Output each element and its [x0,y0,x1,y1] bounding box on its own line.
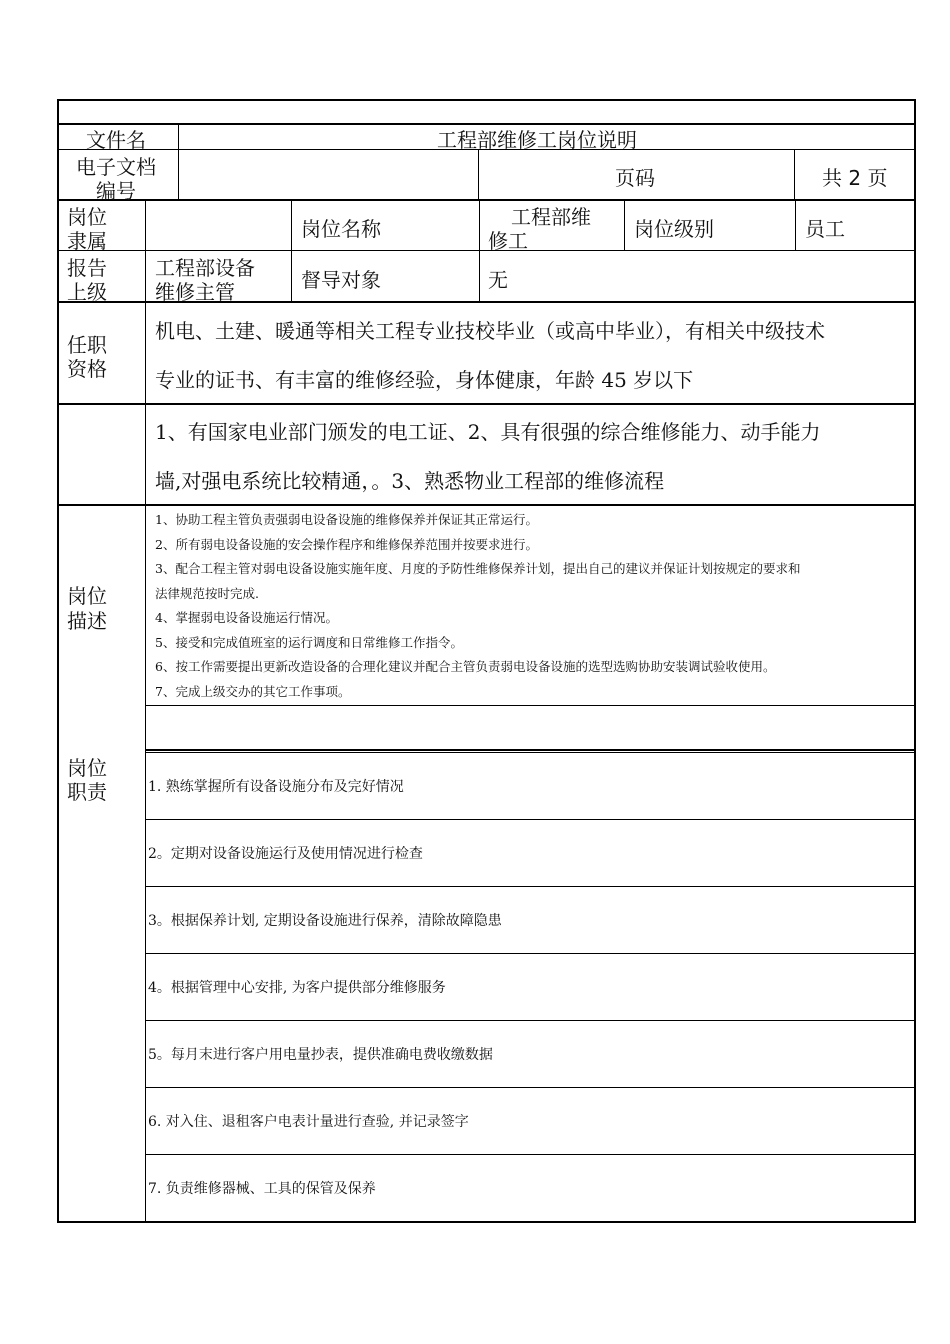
qualification-text-2: 专业的证书、有丰富的维修经验，身体健康，年龄 45 岁以下 [155,368,694,392]
rule [145,1154,916,1155]
rule [478,149,479,199]
rule [145,749,916,751]
doc-number-label-2: 编号 [96,179,136,203]
border-right [914,99,916,1223]
supervise-label: 督导对象 [301,268,381,292]
rule [57,99,916,101]
report-to-value: 工程部设备 [155,256,255,280]
rule [145,1087,916,1088]
duties-label-2: 职责 [67,780,107,804]
duty-item: 5。每月末进行客户用电量抄表，提供准确电费收缴数据 [148,1047,493,1063]
duties-label: 岗位 [67,756,107,780]
rule [291,199,292,303]
rule [479,199,480,303]
rule [795,199,796,251]
description-label: 岗位 [67,584,107,608]
page-count: 共 2 页 [822,166,888,190]
skills-text: 1、有国家电业部门颁发的电工证、2、具有很强的综合维修能力、动手能力 [155,420,821,444]
rule [57,1221,916,1223]
supervise-value: 无 [488,268,508,292]
duty-item: 6. 对入住、退租客户电表计量进行查验, 并记录签字 [148,1114,469,1130]
duty-item: 4。根据管理中心安排, 为客户提供部分维修服务 [148,980,446,996]
description-line: 6、按工作需要提出更新改造设备的合理化建议并配合主管负责弱电设备设施的选型选购协助安装调试验收使用。 [155,659,776,674]
rule [57,199,916,201]
qualification-text: 机电、土建、暖通等相关工程专业技校毕业（或高中毕业），有相关中级技术 [155,319,825,343]
border-left [57,99,59,1223]
position-name-label: 岗位名称 [301,217,381,241]
rule [794,149,795,199]
report-to-label-2: 上级 [67,280,107,304]
rule [145,752,916,753]
position-level-label: 岗位级别 [634,217,714,241]
rule [178,123,179,201]
rule [145,199,146,303]
description-label-2: 描述 [67,609,107,633]
rule [145,301,146,1223]
skills-text-2: 墙,对强电系统比较精通，。3、熟悉物业工程部的维修流程 [155,469,665,493]
position-level-value: 员工 [805,217,845,241]
qualification-label: 任职 [67,333,107,357]
description-line: 4、掌握弱电设备设施运行情况。 [155,610,338,625]
description-line: 1、协助工程主管负责强弱电设备设施的维修保养并保证其正常运行。 [155,512,538,527]
file-name-label: 文件名 [86,128,146,152]
position-name-value-2: 修工 [488,229,528,253]
duty-item: 7. 负责维修器械、工具的保管及保养 [148,1181,376,1197]
department-label-2: 隶属 [67,229,107,253]
rule [57,403,916,405]
rule [145,819,916,820]
rule [145,705,916,706]
description-line: 5、接受和完成值班室的运行调度和日常维修工作指令。 [155,635,463,650]
duty-item: 3。根据保养计划, 定期设备设施进行保养，清除故障隐患 [148,913,502,929]
rule [145,1020,916,1021]
duty-item: 2。定期对设备设施运行及使用情况进行检查 [148,846,423,862]
rule [57,504,916,506]
rule [145,953,916,954]
report-to-value-2: 维修主管 [155,280,235,304]
rule [57,250,916,251]
duty-item: 1. 熟练掌握所有设备设施分布及完好情况 [148,779,404,795]
doc-number-label: 电子文档 [76,155,156,179]
qualification-label-2: 资格 [67,357,107,381]
report-to-label: 报告 [67,256,107,280]
position-name-value: 工程部维 [511,205,591,229]
description-line: 3、配合工程主管对弱电设备设施实施年度、月度的予防性维修保养计划，提出自己的建议并保证计划按规定的要求和 [155,561,801,576]
description-line: 2、所有弱电设备设施的安会操作程序和维修保养范围并按要求进行。 [155,537,538,552]
description-line: 7、完成上级交办的其它工作事项。 [155,684,351,699]
department-label: 岗位 [67,205,107,229]
description-line: 法律规范按时完成. [155,586,259,601]
rule [624,199,625,251]
file-name-value: 工程部维修工岗位说明 [437,128,637,152]
page-label: 页码 [615,166,655,190]
rule [145,886,916,887]
